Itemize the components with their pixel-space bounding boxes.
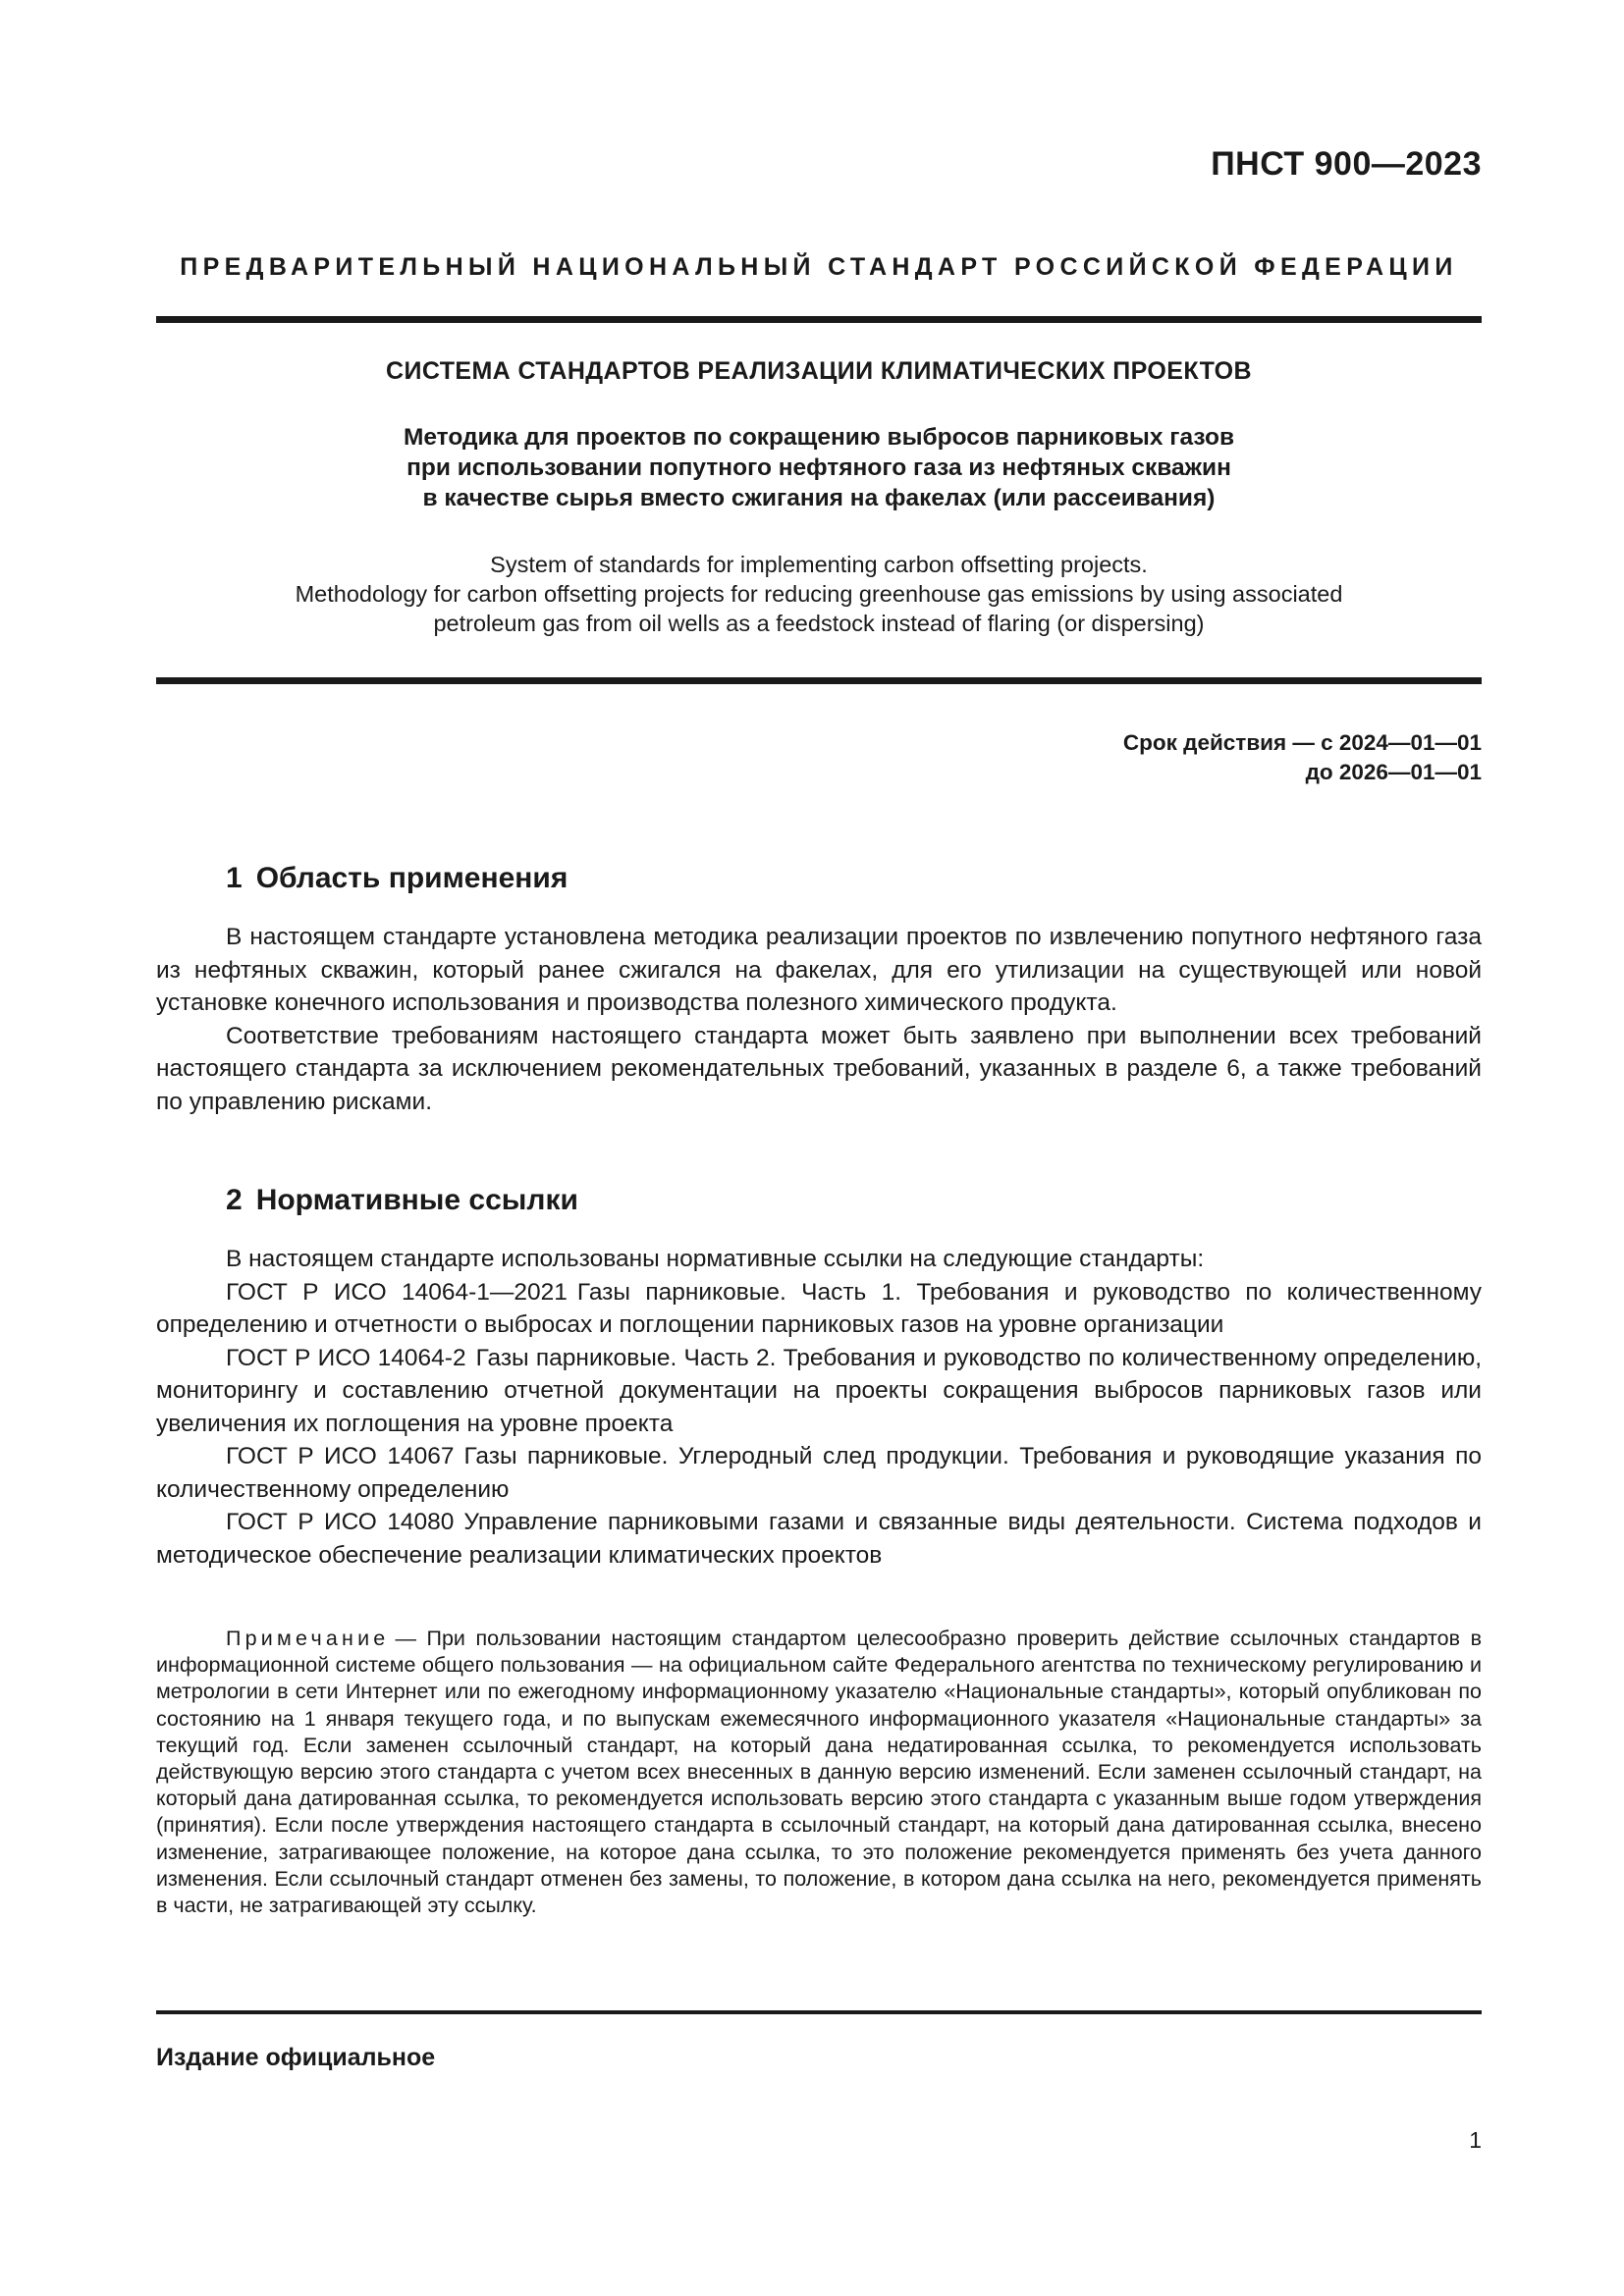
reference-code: ГОСТ Р ИСО 14067 — [226, 1443, 455, 1469]
reference-item — [156, 1506, 1482, 1572]
english-title-line: Methodology for carbon offsetting projects for reducing greenhouse gas emissions by using associated — [295, 581, 1343, 607]
reference-text: Газы парниковые. Часть 2. Требования и руководство по количественному определению, мониторингу и составлению отчетной документации на проекты сокращения выбросов парниковых газов или увеличения их поглощения на уровне проекта — [156, 1344, 1483, 1437]
section-1-heading — [226, 862, 568, 895]
validity-period — [1123, 728, 1482, 787]
russian-title-line: при использовании попутного нефтяного газа из нефтяных скважин — [406, 454, 1231, 481]
edition-label: Издание официальное — [156, 2044, 436, 2071]
document-type: ПРЕДВАРИТЕЛЬНЫЙ НАЦИОНАЛЬНЫЙ СТАНДАРТ РОССИЙСКОЙ ФЕДЕРАЦИИ — [180, 253, 1458, 281]
validity-end: до 2026—01—01 — [1305, 760, 1482, 784]
note-label: Примечание — [226, 1627, 390, 1650]
section-title: Нормативные ссылки — [255, 1184, 578, 1216]
paragraph: В настоящем стандарте использованы нормативные ссылки на следующие стандарты: — [226, 1246, 1205, 1272]
footer-divider — [156, 2010, 1482, 2014]
russian-title-line: Методика для проектов по сокращению выбросов парниковых газов — [403, 424, 1235, 451]
note — [156, 1626, 1482, 1919]
section-1-body — [156, 921, 1482, 1118]
validity-start: Срок действия — с 2024—01—01 — [1122, 730, 1482, 755]
document-number: ПНСТ 900—2023 — [1211, 145, 1482, 183]
russian-title — [156, 422, 1482, 513]
russian-title-line: в качестве сырья вместо сжигания на факелах (или рассеивания) — [422, 485, 1216, 511]
section-number: 2 — [226, 1184, 243, 1216]
english-title — [156, 550, 1482, 638]
reference-item — [156, 1342, 1482, 1441]
reference-code: ГОСТ Р ИСО 14064-1—2021 — [226, 1278, 568, 1306]
reference-text: Газы парниковые. Углеродный след продукции. Требования и руководящие указания по количественному определению — [156, 1443, 1483, 1503]
reference-item — [156, 1276, 1482, 1342]
section-title: Область применения — [255, 862, 568, 894]
section-number: 1 — [226, 862, 243, 894]
title-divider — [156, 677, 1482, 684]
page-number: 1 — [1469, 2127, 1482, 2153]
paragraph: В настоящем стандарте установлена методика реализации проектов по извлечению попутного нефтяного газа из нефтяных скважин, который ранее сжигался на факелах, для его утилизации на существующей или новой установке конечного использования и производства полезного химического продукта. — [156, 924, 1482, 1016]
english-title-line: System of standards for implementing carbon offsetting projects. — [490, 552, 1148, 577]
document-page — [156, 0, 1482, 2296]
note-paragraph — [156, 1626, 1482, 1919]
paragraph: Соответствие требованиям настоящего стандарта может быть заявлено при выполнении всех требований настоящего стандарта за исключением рекомендательных требований, указанных в разделе 6, а также требований по управлению рисками. — [156, 1022, 1482, 1115]
section-2-heading — [226, 1184, 578, 1217]
reference-code: ГОСТ Р ИСО 14064-2 — [226, 1344, 466, 1371]
reference-code: ГОСТ Р ИСО 14080 — [226, 1509, 455, 1535]
reference-item — [156, 1440, 1482, 1506]
top-divider — [156, 316, 1482, 323]
section-2-body — [156, 1243, 1482, 1572]
reference-text: Управление парниковыми газами и связанные виды деятельности. Система подходов и методическое обеспечение реализации климатических проектов — [156, 1509, 1482, 1569]
note-text: — При пользовании настоящим стандартом целесообразно проверить действие ссылочных стандартов в информационной системе общего пользования — на официальном сайте Федерального агентства по техническому регулированию и метрологии в сети Интернет или по ежегодному информационному указателю «Национальные стандарты», который опубликован по состоянию на 1 января текущего года, и по выпускам ежемесячного информационного указателя «Национальные стандарты» за текущий год. Если заменен ссылочный стандарт, на который дана недатированная ссылка, то рекомендуется использовать действующую версию этого стандарта с учетом всех внесенных в данную версию изменений. Если заменен ссылочный стандарт, на который дана датированная ссылка, то рекомендуется использовать версию этого стандарта с указанным выше годом утверждения (принятия). Если после утверждения настоящего стандарта в ссылочный стандарт, на который дана датированная ссылка, внесено изменение, затрагивающее положение, на которое дана ссылка, то это положение рекомендуется применять без учета данного изменения. Если ссылочный стандарт отменен без замены, то положение, в котором дана ссылка на него, рекомендуется применять в части, не затрагивающей эту ссылку. — [156, 1627, 1482, 1918]
system-title: СИСТЕМА СТАНДАРТОВ РЕАЛИЗАЦИИ КЛИМАТИЧЕСКИХ ПРОЕКТОВ — [386, 357, 1252, 385]
reference-text: Газы парниковые. Часть 1. Требования и руководство по количественному определению и отчетности о выбросах и поглощении парниковых газов на уровне организации — [156, 1278, 1482, 1338]
english-title-line: petroleum gas from oil wells as a feedstock instead of flaring (or dispersing) — [433, 611, 1205, 636]
